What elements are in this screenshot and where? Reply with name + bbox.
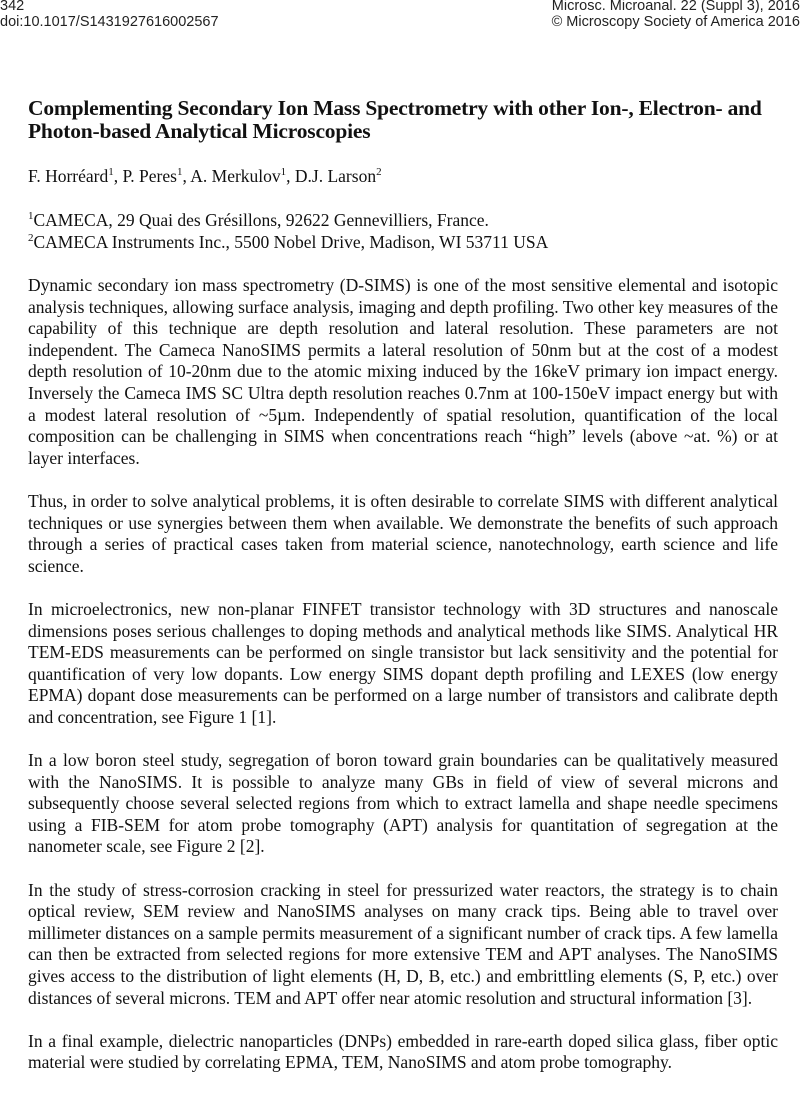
author-name: P. Peres bbox=[122, 166, 177, 186]
abstract-body bbox=[28, 275, 778, 1074]
affiliation bbox=[28, 231, 778, 253]
affiliation-text: CAMECA Instruments Inc., 5500 Nobel Drive, Madison, WI 53711 USA bbox=[33, 232, 549, 252]
author-name: A. Merkulov bbox=[190, 166, 281, 186]
author bbox=[123, 166, 191, 186]
affiliation-marker: 2 bbox=[376, 166, 382, 178]
separator: , bbox=[113, 166, 123, 186]
affiliation-marker: 1 bbox=[176, 166, 183, 178]
affiliation-number: 1 bbox=[28, 210, 34, 222]
separator: , bbox=[286, 166, 295, 186]
doi: doi:10.1017/S1431927616002567 bbox=[0, 14, 219, 30]
affiliation-number: 2 bbox=[28, 232, 34, 244]
affiliation-marker: 1 bbox=[280, 166, 287, 178]
copyright: © Microscopy Society of America 2016 bbox=[551, 14, 800, 30]
author bbox=[28, 166, 123, 186]
page-number: 342 bbox=[0, 0, 25, 14]
author bbox=[190, 166, 295, 186]
affiliation-text: CAMECA, 29 Quai des Grésillons, 92622 Gennevilliers, France. bbox=[33, 210, 489, 230]
affiliations bbox=[28, 209, 778, 253]
author-list bbox=[28, 165, 778, 187]
header-right bbox=[552, 0, 800, 30]
paragraph: In a low boron steel study, segregation of boron toward grain boundaries can be qualitatively measured with the NanoSIMS. It is possible to analyze many GBs in field of view of several microns and subsequently choose several selected regions from which to extract lamella and shape needle specimens using a FIB-SEM for atom probe tomography (APT) analysis for quantitation of segregation at the nanometer scale, see Figure 2 [2]. bbox=[28, 750, 778, 857]
header-left bbox=[0, 0, 219, 30]
paragraph: In a final example, dielectric nanoparticles (DNPs) embedded in rare-earth doped silica glass, fiber optic material were studied by correlating EPMA, TEM, NanoSIMS and atom probe tomography. bbox=[28, 1030, 778, 1073]
journal-citation: Microsc. Microanal. 22 (Suppl 3), 2016 bbox=[551, 0, 800, 14]
affiliation bbox=[28, 209, 778, 231]
affiliation-marker: 1 bbox=[108, 166, 114, 178]
author bbox=[295, 166, 382, 186]
author-name: F. Horréard bbox=[28, 166, 109, 186]
separator: , bbox=[182, 166, 191, 186]
article bbox=[28, 97, 778, 1096]
article-title: Complementing Secondary Ion Mass Spectrometry with other Ion-, Electron- and Photon-based Analytical Microscopies bbox=[28, 96, 762, 143]
paragraph: Thus, in order to solve analytical problems, it is often desirable to correlate SIMS with different analytical techniques or use synergies between them when available. We demonstrate the benefits of such approach through a series of practical cases taken from material science, nanotechnology, earth science and life science. bbox=[28, 490, 778, 576]
paragraph: In the study of stress-corrosion cracking in steel for pressurized water reactors, the strategy is to chain optical review, SEM review and NanoSIMS analyses on many crack tips. Being able to travel over millimeter distances on a sample permits measurement of a significant number of crack tips. A few lamella can then be extracted from selected regions for more extensive TEM and APT analyses. The NanoSIMS gives access to the distribution of light elements (H, D, B, etc.) and embrittling elements (S, P, etc.) over distances of several microns. TEM and APT offer near atomic resolution and structural information [3]. bbox=[28, 879, 778, 1008]
paragraph: In microelectronics, new non-planar FINFET transistor technology with 3D structures and nanoscale dimensions poses serious challenges to doping methods and analytical methods like SIMS. Analytical HR TEM-EDS measurements can be performed on single transistor but lack sensitivity and the potential for quantification of very low dopants. Low energy SIMS dopant depth profiling and LEXES (low energy EPMA) dopant dose measurements can be performed on a large number of transistors and calibrate depth and concentration, see Figure 1 [1]. bbox=[28, 598, 778, 727]
author-name: D.J. Larson bbox=[294, 166, 377, 186]
paragraph: Dynamic secondary ion mass spectrometry (D-SIMS) is one of the most sensitive elemental and isotopic analysis techniques, allowing surface analysis, imaging and depth profiling. Two other key measures of the capability of this technique are depth resolution and lateral resolution. These parameters are not independent. The Cameca NanoSIMS permits a lateral resolution of 50nm but at the cost of a modest depth resolution of 10-20nm due to the atomic mixing induced by the 16keV primary ion impact energy. Inversely the Cameca IMS SC Ultra depth resolution reaches 0.7nm at 100-150eV impact energy but with a modest lateral resolution of ~5µm. Independently of spatial resolution, quantification of the local composition can be challenging in SIMS when concentrations reach “high” levels (above ~at. %) or at layer interfaces. bbox=[28, 275, 778, 468]
